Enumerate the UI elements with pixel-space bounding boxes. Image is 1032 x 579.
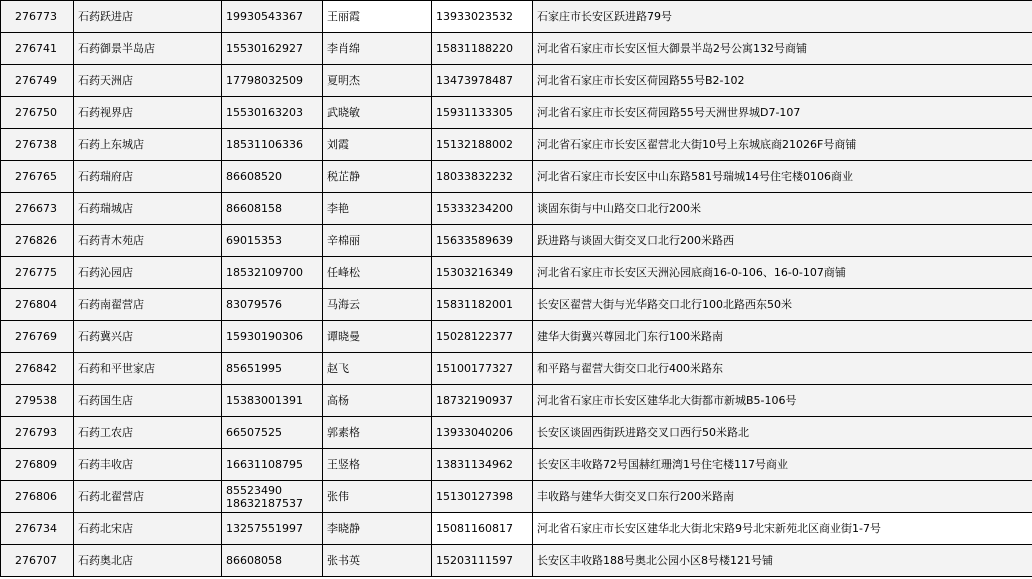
store-phone-cell[interactable] (222, 481, 323, 513)
table-row (1, 225, 1032, 257)
contact-name-cell[interactable]: 谭晓曼 (323, 321, 432, 353)
contact-name-cell[interactable]: 武晓敏 (323, 97, 432, 129)
store-name-cell[interactable]: 石药沁园店 (74, 257, 222, 289)
contact-name-cell[interactable]: 辛棉丽 (323, 225, 432, 257)
address-cell[interactable]: 河北省石家庄市长安区翟营北大街10号上东城底商21026F号商铺 (533, 129, 1032, 161)
table-row (1, 97, 1032, 129)
contact-mobile-cell[interactable]: 15028122377 (432, 321, 533, 353)
contact-mobile-cell[interactable]: 15831182001 (432, 289, 533, 321)
contact-mobile-cell[interactable]: 13933023532 (432, 1, 533, 33)
address-cell[interactable]: 建华大街冀兴尊园北门东行100米路南 (533, 321, 1032, 353)
table-row (1, 1, 1032, 33)
table-row (1, 33, 1032, 65)
table-row (1, 257, 1032, 289)
store-id-cell[interactable]: 276806 (1, 481, 74, 513)
address-cell[interactable]: 河北省石家庄市长安区荷园路55号天洲世界城D7-107 (533, 97, 1032, 129)
address-cell[interactable]: 长安区谈固西街跃进路交叉口西行50米路北 (533, 417, 1032, 449)
contact-name-cell[interactable]: 夏明杰 (323, 65, 432, 97)
contact-name-cell[interactable]: 王丽霞 (323, 1, 432, 33)
contact-name-cell[interactable]: 赵飞 (323, 353, 432, 385)
store-phone-cell[interactable]: 19930543367 (222, 1, 323, 33)
address-cell[interactable]: 丰收路与建华大街交叉口东行200米路南 (533, 481, 1032, 513)
store-id-cell[interactable]: 276769 (1, 321, 74, 353)
address-cell[interactable]: 河北省石家庄市长安区建华北大街都市新城B5-106号 (533, 385, 1032, 417)
contact-name-cell[interactable]: 高杨 (323, 385, 432, 417)
contact-mobile-cell[interactable]: 15081160817 (432, 513, 533, 545)
store-id-cell[interactable]: 276750 (1, 97, 74, 129)
address-cell[interactable]: 河北省石家庄市长安区建华北大街北宋路9号北宋新苑北区商业街1-7号 (533, 513, 1032, 545)
table-row (1, 289, 1032, 321)
table-row (1, 65, 1032, 97)
contact-mobile-cell[interactable]: 15203111597 (432, 545, 533, 577)
table-row (1, 449, 1032, 481)
contact-name-cell[interactable]: 王竖格 (323, 449, 432, 481)
store-id-cell[interactable]: 276773 (1, 1, 74, 33)
address-cell[interactable]: 长安区翟营大街与光华路交口北行100北路西东50米 (533, 289, 1032, 321)
contact-name-cell[interactable]: 任峰松 (323, 257, 432, 289)
table-row (1, 417, 1032, 449)
store-id-cell[interactable]: 279538 (1, 385, 74, 417)
contact-name-cell[interactable]: 郭素格 (323, 417, 432, 449)
contact-name-cell[interactable]: 李艳 (323, 193, 432, 225)
table-row (1, 513, 1032, 545)
store-name-cell[interactable]: 石药视界店 (74, 97, 222, 129)
address-cell[interactable]: 河北省石家庄市长安区荷园路55号B2-102 (533, 65, 1032, 97)
store-phone-cell[interactable]: 15930190306 (222, 321, 323, 353)
contact-mobile-cell[interactable]: 13831134962 (432, 449, 533, 481)
store-phone-cell[interactable]: 86608058 (222, 545, 323, 577)
table-row (1, 129, 1032, 161)
address-cell[interactable]: 跃进路与谈固大街交叉口北行200米路西 (533, 225, 1032, 257)
store-name-cell[interactable]: 石药国生店 (74, 385, 222, 417)
address-cell[interactable]: 河北省石家庄市长安区天洲沁园底商16-0-106、16-0-107商铺 (533, 257, 1032, 289)
contact-mobile-cell[interactable]: 15931133305 (432, 97, 533, 129)
store-id-cell[interactable]: 276673 (1, 193, 74, 225)
store-id-cell[interactable]: 276741 (1, 33, 74, 65)
table-row (1, 353, 1032, 385)
store-name-cell[interactable]: 石药北翟营店 (74, 481, 222, 513)
table-row (1, 385, 1032, 417)
store-name-cell[interactable]: 石药丰收店 (74, 449, 222, 481)
contact-mobile-cell[interactable]: 18732190937 (432, 385, 533, 417)
store-phone-cell[interactable]: 86608158 (222, 193, 323, 225)
contact-name-cell[interactable]: 税芷静 (323, 161, 432, 193)
store-name-cell[interactable]: 石药和平世家店 (74, 353, 222, 385)
store-phone-cell[interactable]: 18532109700 (222, 257, 323, 289)
store-phone-cell[interactable]: 17798032509 (222, 65, 323, 97)
store-id-cell[interactable]: 276793 (1, 417, 74, 449)
contact-mobile-cell[interactable]: 13933040206 (432, 417, 533, 449)
address-cell[interactable]: 谈固东街与中山路交口北行200米 (533, 193, 1032, 225)
contact-mobile-cell[interactable]: 15831188220 (432, 33, 533, 65)
table-row (1, 321, 1032, 353)
contact-mobile-cell[interactable]: 15333234200 (432, 193, 533, 225)
store-table-body (1, 1, 1032, 577)
store-name-cell[interactable]: 石药北宋店 (74, 513, 222, 545)
address-cell[interactable]: 石家庄市长安区跃进路79号 (533, 1, 1032, 33)
store-id-cell[interactable]: 276707 (1, 545, 74, 577)
store-name-cell[interactable]: 石药瑞城店 (74, 193, 222, 225)
store-id-cell[interactable]: 276809 (1, 449, 74, 481)
store-id-cell[interactable]: 276842 (1, 353, 74, 385)
cell-line: 85523490 (226, 483, 282, 497)
store-name-cell[interactable]: 石药御景半岛店 (74, 33, 222, 65)
address-cell[interactable]: 河北省石家庄市长安区恒大御景半岛2号公寓132号商铺 (533, 33, 1032, 65)
store-id-cell[interactable]: 276775 (1, 257, 74, 289)
store-name-cell[interactable]: 石药天洲店 (74, 65, 222, 97)
contact-name-cell[interactable]: 李晓静 (323, 513, 432, 545)
store-phone-cell[interactable]: 86608520 (222, 161, 323, 193)
contact-mobile-cell[interactable]: 13473978487 (432, 65, 533, 97)
address-cell[interactable]: 河北省石家庄市长安区中山东路581号瑞城14号住宅楼0106商业 (533, 161, 1032, 193)
contact-mobile-cell[interactable]: 15303216349 (432, 257, 533, 289)
contact-mobile-cell[interactable]: 15633589639 (432, 225, 533, 257)
address-cell[interactable]: 长安区丰收路72号国赫红珊湾1号住宅楼117号商业 (533, 449, 1032, 481)
store-id-cell[interactable]: 276738 (1, 129, 74, 161)
store-phone-cell[interactable]: 15530163203 (222, 97, 323, 129)
store-name-cell[interactable]: 石药奥北店 (74, 545, 222, 577)
store-id-cell[interactable]: 276765 (1, 161, 74, 193)
contact-name-cell[interactable]: 张伟 (323, 481, 432, 513)
store-phone-cell[interactable]: 83079576 (222, 289, 323, 321)
store-name-cell[interactable]: 石药工农店 (74, 417, 222, 449)
store-phone-cell[interactable]: 15383001391 (222, 385, 323, 417)
store-phone-cell[interactable]: 18531106336 (222, 129, 323, 161)
store-name-cell[interactable]: 石药上东城店 (74, 129, 222, 161)
table-row (1, 481, 1032, 513)
table-row (1, 545, 1032, 577)
contact-mobile-cell[interactable]: 18033832232 (432, 161, 533, 193)
store-id-cell[interactable]: 276804 (1, 289, 74, 321)
contact-name-cell[interactable]: 张书英 (323, 545, 432, 577)
table-row (1, 193, 1032, 225)
store-id-cell[interactable]: 276826 (1, 225, 74, 257)
contact-name-cell[interactable]: 李肖绵 (323, 33, 432, 65)
store-name-cell[interactable]: 石药跃进店 (74, 1, 222, 33)
store-name-cell[interactable]: 石药冀兴店 (74, 321, 222, 353)
address-cell[interactable]: 长安区丰收路188号奥北公园小区8号楼121号铺 (533, 545, 1032, 577)
contact-mobile-cell[interactable]: 15130127398 (432, 481, 533, 513)
address-cell[interactable]: 和平路与翟营大街交口北行400米路东 (533, 353, 1032, 385)
store-id-cell[interactable]: 276749 (1, 65, 74, 97)
store-phone-cell[interactable]: 15530162927 (222, 33, 323, 65)
store-id-cell[interactable]: 276734 (1, 513, 74, 545)
store-phone-cell[interactable]: 85651995 (222, 353, 323, 385)
contact-mobile-cell[interactable]: 15132188002 (432, 129, 533, 161)
contact-name-cell[interactable]: 马海云 (323, 289, 432, 321)
store-phone-cell[interactable]: 16631108795 (222, 449, 323, 481)
store-name-cell[interactable]: 石药南翟营店 (74, 289, 222, 321)
store-name-cell[interactable]: 石药瑞府店 (74, 161, 222, 193)
store-phone-cell[interactable]: 69015353 (222, 225, 323, 257)
contact-name-cell[interactable]: 刘霞 (323, 129, 432, 161)
contact-mobile-cell[interactable]: 15100177327 (432, 353, 533, 385)
store-name-cell[interactable]: 石药青木苑店 (74, 225, 222, 257)
store-phone-cell[interactable]: 66507525 (222, 417, 323, 449)
store-phone-cell[interactable]: 13257551997 (222, 513, 323, 545)
cell-line: 18632187537 (226, 496, 303, 510)
table-row (1, 161, 1032, 193)
